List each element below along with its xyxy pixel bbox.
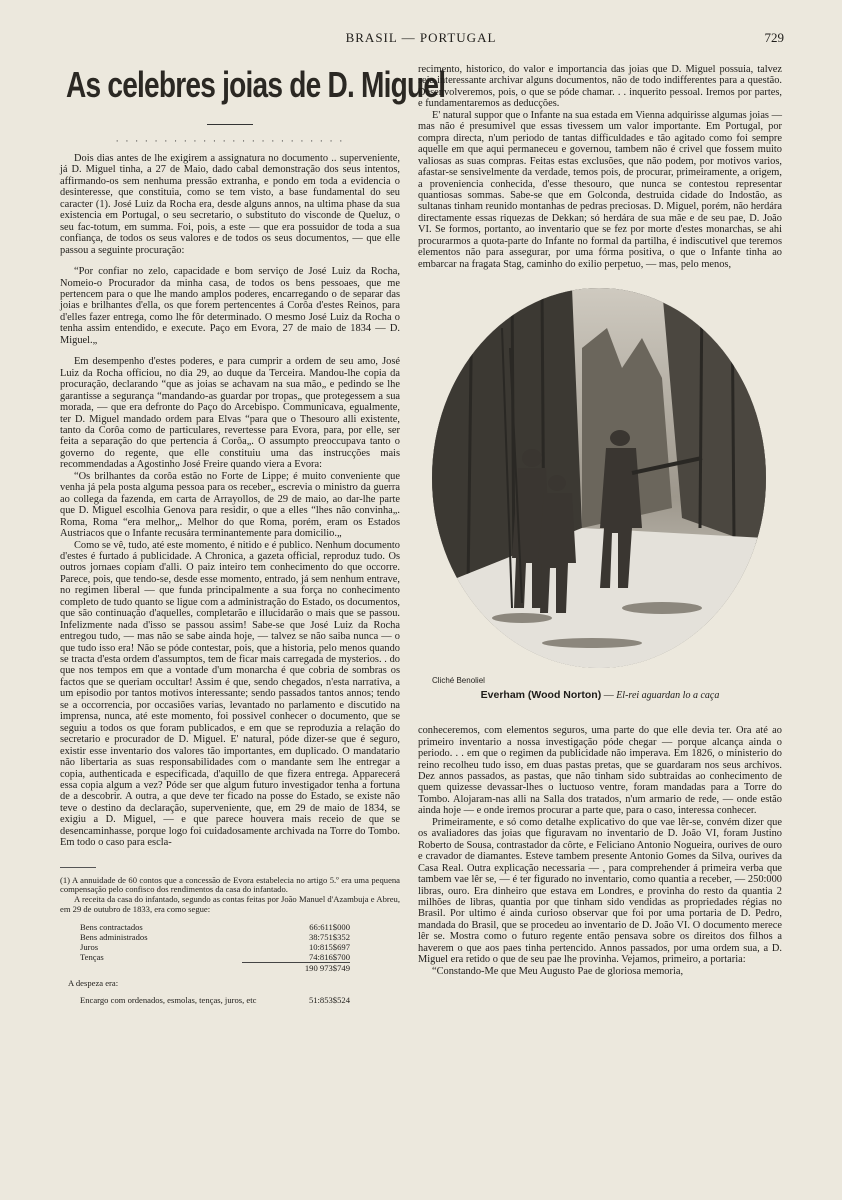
total-value: 190 973$749 bbox=[242, 963, 350, 974]
caption-text: El-rei aguardan lo a caça bbox=[616, 690, 720, 702]
left-column bbox=[60, 64, 446, 1005]
hunting-photograph bbox=[432, 288, 766, 668]
quoted-procuration: “Por confiar no zelo, capacidade e bom serviço de José Luiz da Rocha, Nomeio-o Procurador da minha casa, de todos os bens pessoaes, que me pertencem para o que lhe mando amplos poderes, encarregando o de separar das joias e brilhantes d'ella, os que forem pertencentes á Corôa d'estes Reinos, para d'elles fazer entrega, como lhe fôr determinado. O mesmo José Luiz da Rocha o tenha assim entendido, e execute. Paço em Evora, 27 de maio de 1834 — D. Miguel.„ bbox=[60, 266, 400, 346]
row-label: Encargo com ordenados, esmolas, tenças, juros, etc bbox=[80, 994, 257, 1005]
right-column bbox=[418, 64, 782, 977]
footnote-text-2: A receita da casa do infantado, segundo as contas feitas por João Manuel d'Azambuja e Abreu, em 29 de outubro de 1833, era como segue: bbox=[60, 893, 400, 914]
photo-caption bbox=[418, 689, 782, 701]
article-title: As celebres joias de D. Miguel bbox=[66, 64, 446, 105]
paragraph: “Constando-Me que Meu Augusto Pae de gloriosa memoria, bbox=[432, 965, 684, 977]
paragraph: E' natural suppor que o Infante na sua estada em Vienna adquirisse algumas joias — mas não é presumivel que essas tivessem um valor importante. Em Portugal, por compra directa, n'um periodo de tantas difficuldades e tão agitado como foi sempre aquelle em que aqui permaneceu e governou, tambem não é crivel que fossem muito valiosas as suas compras. Feitas estas exclusões, que não podem, por motivos varios, afastar-se sensivelmente da verdade, temos pois, de procurar, primeiramente, a origem, a proveniencia conhecida, d'esse thesouro, que nunca se contestou representar quantiosas sommas. Sabe-se que em Golconda, destruida cidade do Indostão, as sultanas tinham reunido montanhas de pedras preciosas. D. Miguel, porém, não herdára directamente essas riquezas de Dekkan; só herdára de sua mãe e de seu pae, D. João VI. Se formos, portanto, ao inventario que se fez por morte d'estes monarchas, se ahi procurarmos a quota-parte do Infante no formal da partilha, é indiscutivel que teremos elementos não para assegurar, por uma fórma positiva, o que o Infante tinha ao embarcar na fragata Stag, caminho do exilio perpetuo, — mas, pelo menos, bbox=[418, 109, 782, 270]
paragraph: conheceremos, com elementos seguros, uma parte do que elle devia ter. Ora até ao primeiro inventario a nossa investigação póde chegar — porque alcança ainda o periodo. . . em que o regimen da publicidade não imperava. Em 1826, o ministerio do reino recolheu tudo isso, em duas pastas pretas, que se guardaram nos seus archivos. Dez annos passados, as pastas, que não tinham sido subtraidas ao conhecimento de quem quizesse devassar-lhes o luctuoso ventre, foram mandadas para a Torre do Tombo. Alojaram-nas alli na Salla dos tratados, n'um armario de rede, — onde estão ainda hoje — e onde iremos procurar a parte que, para o caso, interessa conhecer. bbox=[418, 725, 782, 817]
section-separator: · · · · · · · · · · · · · · · · · · · · · · · · bbox=[115, 137, 345, 147]
paragraph: Dois dias antes de lhe exigirem a assignatura no documento .. superveniente, já D. Miguel tinha, a 27 de Maio, dado cabal demonstração dos seus intentos, affirmando-os sem nenhuma pressão extranha, e pondo em toda a evidencia o desinteresse, que constituia, como se tem visto, a base fundamental do seu caracter (1). José Luiz da Rocha era, desde alguns annos, na ultima phase da sua existencia em Portugal, o seu secretario, o substituto do visconde de Queluz, o seu fac-totum, em summa. Foi, pois, a este — que era possuidor de toda a sua confiança, de todos os seus valores e de todos os seus documentos, — que elle passou a seguinte procuração: bbox=[60, 153, 400, 256]
caption-place: Everham (Wood Norton) bbox=[480, 689, 602, 702]
photo-credit: Cliché Benoliel bbox=[432, 676, 485, 686]
paragraph: Em desempenho d'estes poderes, e para cumprir a ordem de seu amo, José Luiz da Rocha officiou, no dia 29, ao duque da Terceira. Mandou-lhe copia da procuração, declarando “que as joias se achavam na sua mão„ e pedindo se lhe garantisse a segurança “mandando-as guardar por tropas„ que protegessem a sua morada, — que era defronte do Paço do Arcebispo. Communicava, egualmente, ter D. Miguel mandado ordem para Elvas “para que o Thesouro alli existente, tanto da Corôa como de particulares, revertesse para Evora, para, por elle, ser feita a separação do que pertencia á Corôa„. O assumpto preoccupava tanto o governo do regente, que elle constituiu uma das instrucções mais recommendadas a Agostinho José Freire quando viera a Evora: bbox=[60, 356, 400, 471]
paragraph: “Os brilhantes da corôa estão no Forte de Lippe; é muito conveniente que venha já pela posta alguma pessoa para os receber„ escrevia o ministro da guerra ao collega da fazenda, em carta de Arrayollos, de 29 de maio, ao dar-lhe parte que D. Miguel escolhia Genova para residir, o que a elles “lhes não convinha„. Roma, Roma “era melhor„. Melhor do que Roma, porém, eram os Estados Austriacos que o Infante recusára terminantemente para domicilio.„ bbox=[60, 470, 400, 540]
expense-table bbox=[80, 995, 350, 1005]
photo-illustration bbox=[432, 288, 766, 668]
row-label: Juros bbox=[80, 942, 99, 953]
table-row bbox=[80, 995, 350, 1005]
paragraph: recimento, historico, do valor e importancia das joias que D. Miguel possuia, talvez seja interessante archivar alguns documentos, não de todo indifferentes para a questão. Desenvolveremos, pois, o que se póde chamar. . . inquerito pessoal. Iremos por partes, e fundamentaremos as deducções. bbox=[418, 64, 782, 110]
table-row-total bbox=[80, 963, 350, 974]
row-value: 66:611$000 bbox=[309, 922, 350, 933]
row-value: 38:751$352 bbox=[308, 932, 350, 943]
footnote-text: (1) A annuidade de 60 contos que a concessão de Evora estabelecia no artigo 5.º era uma pequena compensação pelo confisco dos rendimentos da casa do infantado. bbox=[60, 874, 400, 895]
page-number: 729 bbox=[764, 30, 784, 45]
footnote-rule bbox=[60, 867, 96, 868]
expense-label: A despeza era: bbox=[68, 978, 119, 989]
photo-frame bbox=[432, 288, 766, 668]
table-row bbox=[80, 952, 350, 963]
caption-dash: — bbox=[601, 690, 617, 702]
row-label: Bens administrados bbox=[80, 932, 148, 943]
running-head: BRASIL — PORTUGAL bbox=[345, 30, 497, 45]
table-row bbox=[80, 922, 350, 932]
table-row bbox=[80, 932, 350, 942]
row-value: 51:853$524 bbox=[308, 994, 350, 1005]
row-value: 10:815$697 bbox=[308, 942, 350, 953]
table-row bbox=[80, 942, 350, 952]
title-rule bbox=[207, 124, 253, 125]
row-label: Tenças bbox=[80, 952, 104, 963]
receipts-table bbox=[80, 922, 350, 973]
row-label: Bens contractados bbox=[80, 922, 143, 933]
paragraph: Primeiramente, e só como detalhe explicativo do que vae lêr-se, convém dizer que os avaliadores das joias que figuravam no inventario de D. João VI, foram Justino Roberto de Sousa, contrastador da côrte, e Feliciano Antonio Nogueira, ourives de ouro e cravador de diamantes. Esteve tambem presente Antonio Gomes da Silva, ourives da Casa Real. Outra explicação necessaria — , para comprehender á primeira verba que tambem vae lêr se, — é ter figurado no inventario, como quantia a receber, — 250:000 libras, ouro. Era dinheiro que estava em Londres, e provinha do resto da quantia 2 milhões de libras, quantia por que tinham sido vendidas as propriedades régias no Brasil. Por ultimo é ainda curioso observar que foi por uma portaria de D. Pedro, mandada do Brasil, que se procedeu ao inventario de D. João VI. O documento merece lêr se. Mostra como o futuro regente então pensava sobre os direitos dos filhos a haverem o que aos paes tinha pertencido. Annos passados, por uma ordem sua, a D. Miguel era retido o que de seu pae lhe provinha. Vejamos, primeiro, a portaria: bbox=[418, 816, 782, 966]
row-value: 74:816$700 bbox=[308, 952, 350, 963]
paragraph: Como se vê, tudo, até este momento, é nitido e é publico. Nenhum documento d'estes é furtado á publicidade. A Chronica, a gazeta official, reproduz tudo. Os outros jornaes copiam d'alli. O paiz inteiro tem conhecimento do que occorre. Parece, pois, que tendo-se, desde esse momento, entrado, já sem nenhum entrave, no regimen liberal — que funda principalmente a sua força no conhecimento completo de tudo quanto se ligue com a administração do Estado, os documentos, que são continuação d'aquelles, completarão e illucidarão o mais que se passou. Infelizmente nada d'isso se passou assim! Sabe-se que José Luiz da Rocha entregou tudo, — mas não se sabe ainda hoje, — talvez se não saiba nunca — o que tudo isso era! Não se póde contestar, pois, que a historia, pelo menos quando se tracta d'esta ordem d'assumptos, tem de ficar mais carregada de mysterios. . do que nos tempos em que a vontade d'um monarcha é que cobria de sombras os factos que se queriam occultar! Assim é que, sendo chegados, n'esta narrativa, a um episodio por tantos motivos interessante; sendo passados tantos annos; tendo se a occorrencia, por occasiões varias, levantado no parlamento e discutido na imprensa, nunca, até este momento, foi possivel conhecer o documento, que se seguiu a todos os que foram publicados, e em que se reproduzia a relação do secretario e procurador de D. Miguel. E' natural, póde dizer-se que é seguro, existir esse inventario dos valores tão importantes, em duplicado. O mandatario não libertaria as suas responsabilidades com o mandante sem lhe entregar a copia, authenticada e especificada, d'aquillo de que fizera entrega. Apparecerá essa copia algum a vez? Póde ser que algum futuro investigador tenha a fortuna de a descobrir. A outra, a que deve ter ficado na posse do Estado, se existe não teve o destino da declaração, superveniente, que, em 29 de maio de 1834, se exigiu a D. Miguel, — e que parece houvera mais receio de que se desencaminhasse, porque logo foi cuidadosamente archivada na Torre do Tombo. Em todo o caso para escla- bbox=[60, 539, 400, 849]
